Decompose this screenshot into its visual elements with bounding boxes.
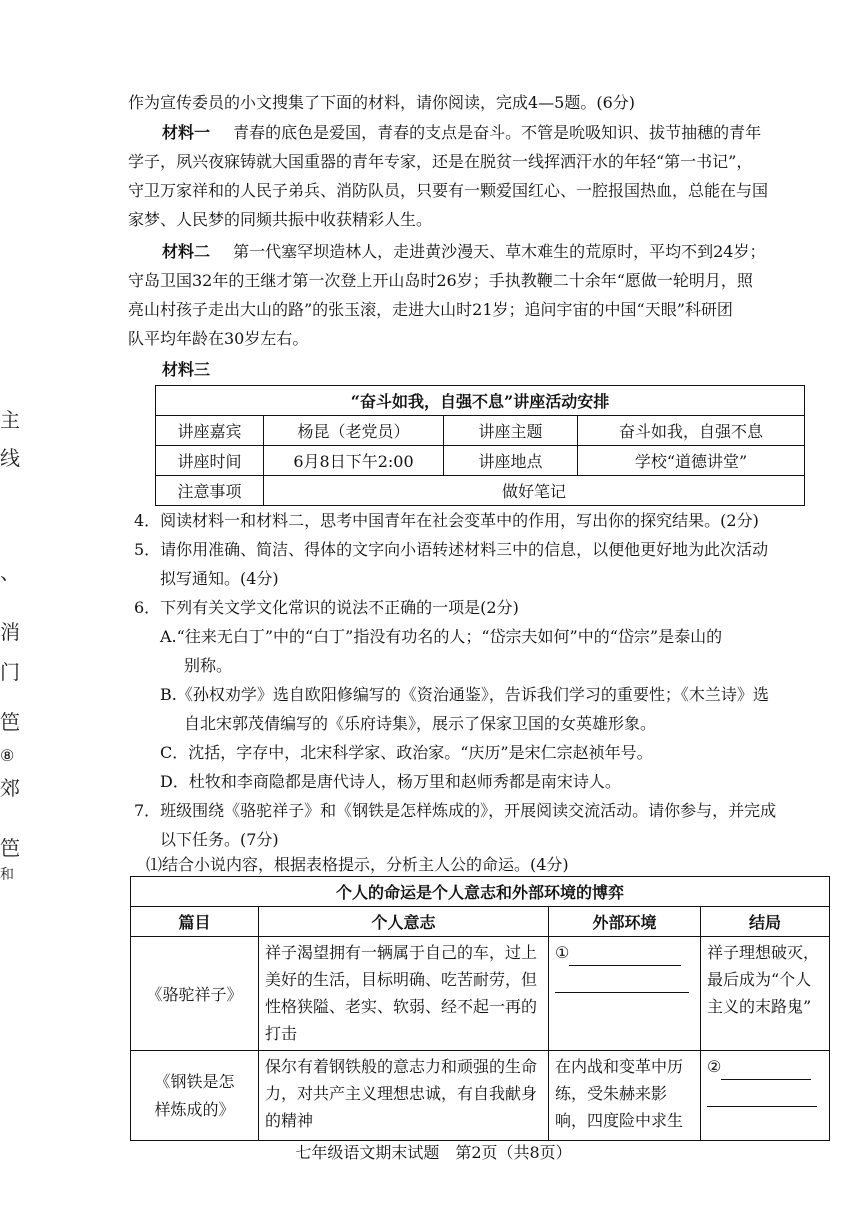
table-cell: 做好笔记 — [264, 476, 805, 506]
page-footer: 七年级语文期末试题 第2页（共8页） — [295, 1143, 572, 1162]
option-b: B.《孙权劝学》选自欧阳修编写的《资治通鉴》，告诉我们学习的重要性；《木兰诗》选 — [160, 685, 769, 704]
option-a-continued: 别称。 — [184, 656, 233, 675]
column-header: 结局 — [701, 907, 830, 937]
option-a: A.“往来无白丁”中的“白丁”指没有功名的人；“岱宗夫如何”中的“岱宗”是泰山的 — [160, 627, 723, 646]
material-3-label: 材料三 — [162, 360, 211, 379]
margin-fragment: 、 — [0, 560, 20, 584]
question-6: 6．下列有关文学文化常识的说法不正确的一项是(2分) — [134, 598, 519, 617]
question-7-continued: 以下任务。(7分) — [160, 830, 279, 849]
fate-table-title: 个人的命运是个人意志和外部环境的博弈 — [131, 877, 830, 907]
option-b-continued: 自北宋郭茂倩编写的《乐府诗集》，展示了保家卫国的女英雄形象。 — [184, 714, 657, 733]
question-5-continued: 拟写通知。(4分) — [160, 569, 279, 588]
lecture-table-title: “奋斗如我，自强不息”讲座活动安排 — [156, 386, 805, 416]
margin-fragment: 消 — [0, 620, 20, 644]
material-2-line: 守岛卫国32年的王继才第一次登上开山岛时26岁；手执教鞭二十余年“愿做一轮明月，照 — [128, 271, 753, 290]
column-header: 篇目 — [131, 907, 259, 937]
material-2-line: 第一代塞罕坝造林人，走进黄沙漫天、草木难生的荒原时，平均不到24岁； — [233, 242, 766, 261]
fate-analysis-table — [130, 876, 830, 1141]
blank-number: ① — [555, 943, 570, 962]
option-c: C．沈括，字存中，北宋科学家、政治家。“庆历”是宋仁宗赵祯年号。 — [160, 743, 653, 762]
question-4: 4．阅读材料一和材料二，思考中国青年在社会变革中的作用，写出你的探究结果。(2分) — [134, 511, 759, 530]
answer-blank-2[interactable] — [701, 1051, 829, 1109]
margin-fragment: 笆 — [0, 710, 20, 734]
margin-fragment: 门 — [0, 660, 20, 684]
question-7-1: ⑴结合小说内容，根据表格提示，分析主人公的命运。(4分) — [146, 855, 569, 874]
table-cell: 讲座嘉宾 — [156, 416, 264, 446]
option-d: D．杜牧和李商隐都是唐代诗人，杨万里和赵师秀都是南宋诗人。 — [160, 772, 621, 791]
material-2 — [128, 237, 828, 353]
table-cell: 奋斗如我，自强不息 — [578, 416, 805, 446]
table-row — [131, 1051, 830, 1141]
blank-number: ② — [707, 1057, 722, 1076]
margin-fragment: 和 — [0, 867, 14, 883]
personal-will-text: 祥子渴望拥有一辆属于自己的车，过上美好的生活，目标明确、吃苦耐劳，但性格狭隘、老实、软弱、经不起一再的打击 — [265, 943, 538, 1043]
table-row — [131, 937, 830, 1051]
column-header: 外部环境 — [549, 907, 701, 937]
material-1-line: 学子，夙兴夜寐铸就大国重器的青年专家，还是在脱贫一线挥洒汗水的年轻“第一书记”， — [128, 152, 753, 171]
question-7: 7．班级围绕《骆驼祥子》和《钢铁是怎样炼成的》，开展阅读交流活动。请你参与，并完成 — [134, 801, 777, 820]
margin-fragment: 笆 — [0, 836, 20, 860]
material-1-line: 青春的底色是爱国，青春的支点是奋斗。不管是吮吸知识、拔节抽穗的青年 — [233, 123, 762, 142]
material-1-line: 守卫万家祥和的人民子弟兵、消防队员，只要有一颗爱国红心、一腔报国热血，总能在与国 — [128, 181, 769, 200]
table-cell: 讲座地点 — [444, 446, 578, 476]
table-row — [156, 416, 805, 446]
external-env-text: 在内战和变革中历练，受朱赫来影响，四度险中求生 — [555, 1057, 684, 1130]
material-2-label: 材料二 — [162, 242, 211, 261]
material-1-label: 材料一 — [162, 123, 211, 142]
column-header: 个人意志 — [259, 907, 549, 937]
margin-fragment: 郊 — [0, 776, 20, 800]
table-cell: 学校“道德讲堂” — [578, 446, 805, 476]
reading-intro: 作为宣传委员的小文搜集了下面的材料，请你阅读，完成4—5题。(6分) — [128, 93, 636, 112]
table-cell: 6月8日下午2:00 — [264, 446, 444, 476]
answer-blank-1[interactable] — [549, 937, 700, 995]
lecture-schedule-table — [155, 385, 805, 506]
result-text: 祥子理想破灭，最后成为“个人主义的末路鬼” — [707, 943, 820, 1016]
table-cell: 杨昆（老党员） — [264, 416, 444, 446]
table-row — [156, 446, 805, 476]
material-2-line: 亮山村孩子走出大山的路”的张玉滚，走进大山时21岁；追问宇宙的中国“天眼”科研团 — [128, 300, 733, 319]
personal-will-text: 保尔有着钢铁般的意志力和顽强的生命力，对共产主义理想忠诚，有自我献身的精神 — [265, 1057, 538, 1130]
table-cell: 讲座时间 — [156, 446, 264, 476]
material-1-line: 家梦、人民梦的同频共振中收获精彩人生。 — [128, 210, 433, 229]
question-5: 5．请你用准确、简洁、得体的文字向小语转述材料三中的信息，以便他更好地为此次活动 — [134, 540, 769, 559]
table-row — [156, 476, 805, 506]
margin-fragment: 主 — [0, 408, 20, 432]
table-cell: 注意事项 — [156, 476, 264, 506]
margin-fragment: ⑧ — [0, 746, 15, 765]
work-title: 《骆驼祥子》 — [131, 937, 259, 1051]
work-title: 《钢铁是怎样炼成的》 — [154, 1071, 235, 1119]
table-cell: 讲座主题 — [444, 416, 578, 446]
material-2-line: 队平均年龄在30岁左右。 — [128, 329, 309, 348]
material-1 — [128, 118, 828, 234]
margin-fragment: 线 — [0, 446, 20, 470]
